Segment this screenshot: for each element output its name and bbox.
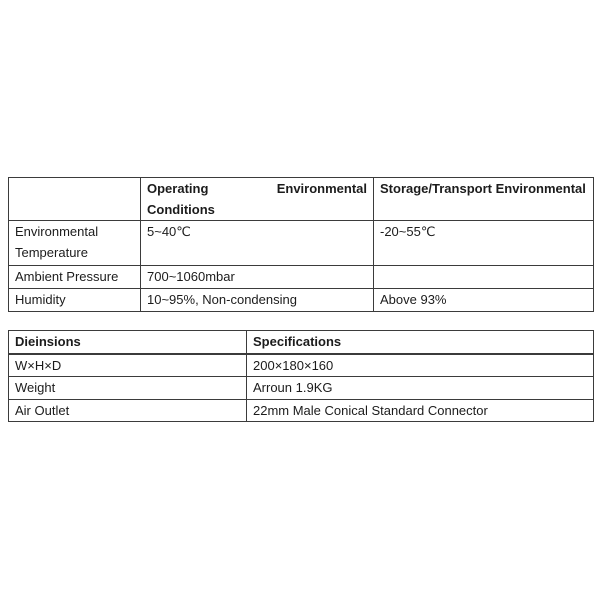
env-row-ambient-pressure: [9, 266, 594, 289]
env-humidity-operating-cell: 10~95%, Non-condensing: [141, 288, 374, 311]
env-row-humidity: [9, 288, 594, 311]
env-pressure-operating-cell: 700~1060mbar: [141, 266, 374, 289]
dimensions-specifications-table: [8, 330, 594, 422]
spec-header-specifications-cell: Specifications: [247, 331, 594, 354]
operating-header-word1: Operating: [147, 181, 209, 196]
spec-whd-value-cell: 200×180×160: [247, 354, 594, 377]
env-temperature-storage-cell: -20~55℃: [374, 221, 594, 266]
env-pressure-label-cell: Ambient Pressure: [9, 266, 141, 289]
spec-row-weight: [9, 377, 594, 400]
env-header-blank-cell: [9, 178, 141, 221]
spec-table-header-row: [9, 331, 594, 354]
operating-header-line2: Conditions: [147, 201, 215, 217]
environmental-conditions-table: [8, 177, 594, 312]
spec-row-air-outlet: [9, 399, 594, 422]
env-humidity-label-cell: Humidity: [9, 288, 141, 311]
operating-header-line1: [147, 179, 367, 200]
env-pressure-storage-cell: [374, 266, 594, 289]
spec-air-outlet-label-cell: Air Outlet: [9, 399, 247, 422]
spec-row-whd: [9, 354, 594, 377]
spec-header-dimensions-cell: Dieinsions: [9, 331, 247, 354]
env-temperature-operating-cell: 5~40℃: [141, 221, 374, 266]
env-table-header-row: [9, 178, 594, 221]
spec-air-outlet-value-cell: 22mm Male Conical Standard Connector: [247, 399, 594, 422]
spec-whd-label-cell: W×H×D: [9, 354, 247, 377]
env-row-temperature: [9, 221, 594, 266]
env-temperature-label-cell: Environmental Temperature: [9, 221, 141, 266]
operating-header-word2: Environmental: [276, 181, 367, 196]
env-header-operating-cell: [141, 178, 374, 221]
env-humidity-storage-cell: Above 93%: [374, 288, 594, 311]
spec-weight-label-cell: Weight: [9, 377, 247, 400]
env-header-storage-cell: Storage/Transport Environmental: [374, 178, 594, 221]
spec-weight-value-cell: Arroun 1.9KG: [247, 377, 594, 400]
